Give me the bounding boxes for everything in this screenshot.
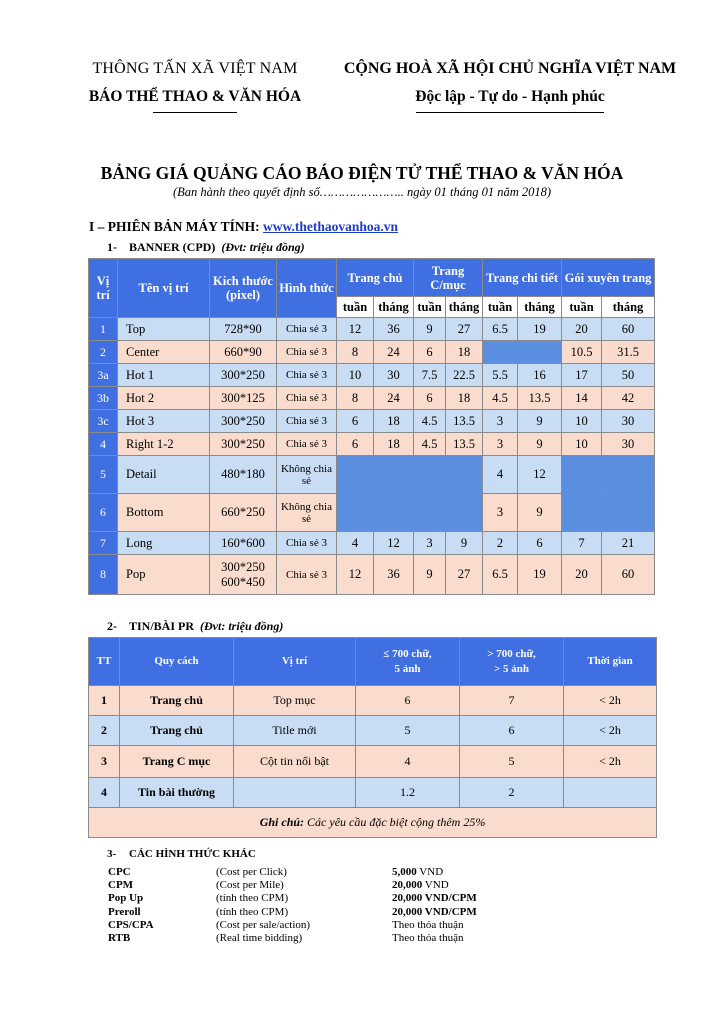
form-cell: Chia sẻ 3 (277, 433, 337, 456)
form-desc: (Cost per sale/action) (216, 918, 311, 931)
unavailable-cell (518, 341, 562, 364)
price-cell: 6 (460, 716, 564, 746)
section-heading (89, 219, 398, 235)
banner-number: 1- (107, 240, 117, 254)
size-line: 300*250 (221, 559, 265, 574)
row-index: 1 (89, 686, 120, 716)
price-bold: 20,000 (392, 879, 423, 892)
price-cell: 8 (337, 387, 374, 410)
position-name: Hot 3 (118, 410, 210, 433)
price-cell: 3 (483, 410, 518, 433)
price-cell: 18 (446, 387, 483, 410)
price-cell: 9 (446, 532, 483, 555)
note-cell (89, 808, 657, 838)
price-cell: 18 (374, 433, 414, 456)
form-code: CPM (108, 879, 134, 892)
table-row (89, 555, 655, 595)
form-price (392, 919, 463, 932)
form-desc: (Cost per Click) (216, 866, 287, 878)
header-line: > 5 ảnh (493, 662, 529, 675)
price-cell: 36 (374, 318, 414, 341)
agency-name: THÔNG TẤN XÃ VIỆT NAM (92, 60, 298, 77)
header-vi-tri: Vị trí (89, 259, 118, 318)
position-cell: Cột tin nổi bật (234, 746, 356, 778)
price-cell: 4.5 (414, 433, 446, 456)
unavailable-cell (446, 494, 483, 532)
form-desc: (Real time bidding) (216, 931, 303, 944)
price-cell: 8 (337, 341, 374, 364)
list-item (108, 892, 608, 905)
time-cell: < 2h (564, 746, 657, 778)
position-cell: Title mới (234, 716, 356, 746)
row-index: 8 (89, 555, 118, 595)
price-cell: 1.2 (356, 778, 460, 808)
subheader-tuan: tuần (414, 297, 446, 318)
row-index: 1 (89, 318, 118, 341)
header-line: ≤ 700 chữ, (383, 647, 432, 660)
pr-heading-text: TIN/BÀI PR (129, 619, 195, 633)
form-code: RTB (108, 931, 131, 944)
table-row (89, 494, 655, 532)
price-cell: 5.5 (483, 364, 518, 387)
price-bold: 20,000 VND/CPM (392, 905, 477, 918)
row-index: 5 (89, 456, 118, 494)
position-name: Pop (118, 555, 210, 595)
price-cell: 2 (483, 532, 518, 555)
price-cell: 12 (374, 532, 414, 555)
position-name: Detail (118, 456, 210, 494)
unavailable-cell (562, 494, 602, 532)
price-cell: 7 (562, 532, 602, 555)
nation-header (320, 58, 700, 113)
price-cell: 6 (337, 433, 374, 456)
position-name: Hot 1 (118, 364, 210, 387)
price-cell: 50 (602, 364, 655, 387)
size-cell: 160*600 (210, 532, 277, 555)
price-cell: 10 (562, 410, 602, 433)
form-cell: Chia sẻ 3 (277, 532, 337, 555)
unavailable-cell (374, 494, 414, 532)
page-title: BẢNG GIÁ QUẢNG CÁO BÁO ĐIỆN TỬ THỂ THAO & VĂN HÓA (100, 163, 624, 183)
table-row (89, 433, 655, 456)
banner-unit: (Đvt: triệu đồng) (221, 240, 305, 254)
price-cell: 4 (337, 532, 374, 555)
table-row (89, 364, 655, 387)
price-cell: 7 (460, 686, 564, 716)
table-row (89, 808, 657, 838)
unavailable-cell (337, 456, 374, 494)
price-cell: 4.5 (483, 387, 518, 410)
list-item (108, 906, 608, 919)
size-cell: 300*250 (210, 364, 277, 387)
price-cell: 9 (414, 555, 446, 595)
pr-price-table (88, 637, 657, 838)
price-cell: 27 (446, 318, 483, 341)
unavailable-cell (374, 456, 414, 494)
position-name: Top (118, 318, 210, 341)
form-code: Preroll (108, 905, 141, 918)
row-index: 4 (89, 778, 120, 808)
other-forms-list (108, 866, 608, 945)
price-cell: 3 (414, 532, 446, 555)
subheader-thang: tháng (374, 297, 414, 318)
form-price (392, 906, 477, 919)
position-cell: Top mục (234, 686, 356, 716)
header-divider-left (153, 112, 237, 113)
price-cell: 6 (414, 387, 446, 410)
price-cell: 30 (602, 410, 655, 433)
price-cell: 3 (483, 433, 518, 456)
position-cell (234, 778, 356, 808)
subheader-tuan: tuần (483, 297, 518, 318)
size-cell: 300*125 (210, 387, 277, 410)
price-cell: 17 (562, 364, 602, 387)
price-rest: VND (422, 879, 449, 892)
unavailable-cell (414, 494, 446, 532)
unavailable-cell (562, 456, 602, 494)
nation-motto: Độc lập - Tự do - Hạnh phúc (415, 88, 605, 105)
pr-number: 2- (107, 619, 117, 633)
unavailable-cell (446, 456, 483, 494)
price-cell: 12 (518, 456, 562, 494)
row-index: 2 (89, 341, 118, 364)
form-cell: Chia sẻ 3 (277, 387, 337, 410)
list-item (108, 866, 608, 879)
price-cell: 60 (602, 318, 655, 341)
price-cell: 4 (356, 746, 460, 778)
price-cell: 60 (602, 555, 655, 595)
price-cell: 27 (446, 555, 483, 595)
list-item (108, 932, 608, 945)
form-price (392, 866, 443, 879)
price-cell: 9 (518, 494, 562, 532)
newspaper-name: BÁO THỂ THAO & VĂN HÓA (88, 88, 302, 105)
spec-cell: Tin bài thường (120, 778, 234, 808)
price-cell: 9 (518, 410, 562, 433)
price-cell: 20 (562, 318, 602, 341)
form-code: CPS/CPA (108, 918, 154, 931)
spec-cell: Trang chủ (120, 716, 234, 746)
row-index: 6 (89, 494, 118, 532)
price-cell: 19 (518, 555, 562, 595)
header-line: 5 ảnh (394, 662, 421, 675)
header-kich-thuoc: Kích thước (pixel) (210, 259, 277, 318)
price-cell: 24 (374, 341, 414, 364)
position-name: Hot 2 (118, 387, 210, 410)
size-cell: 300*250 (210, 433, 277, 456)
form-code: Pop Up (108, 892, 144, 905)
price-rest: Theo thỏa thuận (392, 931, 464, 944)
price-cell: 13.5 (446, 410, 483, 433)
form-cell: Chia sẻ 3 (277, 410, 337, 433)
spec-cell: Trang C mục (120, 746, 234, 778)
price-cell: 4.5 (414, 410, 446, 433)
price-cell: 6 (356, 686, 460, 716)
price-bold: 20,000 VND/CPM (392, 892, 477, 905)
unavailable-cell (414, 456, 446, 494)
price-cell: 6 (337, 410, 374, 433)
price-cell: 5 (460, 746, 564, 778)
price-cell: 9 (414, 318, 446, 341)
table-row (89, 387, 655, 410)
row-index: 3c (89, 410, 118, 433)
table-row (89, 318, 655, 341)
unavailable-cell (483, 341, 518, 364)
page-subtitle: (Ban hành theo quyết định số………………….. ngày 01 tháng 01 năm 2018) (172, 185, 552, 199)
price-cell: 5 (356, 716, 460, 746)
price-cell: 36 (374, 555, 414, 595)
price-cell: 12 (337, 555, 374, 595)
size-cell (210, 555, 277, 595)
table-row (89, 778, 657, 808)
price-cell: 30 (374, 364, 414, 387)
table-row (89, 456, 655, 494)
price-cell: 16 (518, 364, 562, 387)
banner-heading (107, 240, 305, 255)
note-label: Ghi chú: (259, 815, 305, 829)
row-index: 2 (89, 716, 120, 746)
unavailable-cell (337, 494, 374, 532)
table-row (89, 532, 655, 555)
time-cell: < 2h (564, 716, 657, 746)
banner-price-table (88, 258, 655, 595)
price-bold: 5,000 (392, 866, 417, 878)
form-cell: Chia sẻ 3 (277, 364, 337, 387)
size-cell: 300*250 (210, 410, 277, 433)
size-line: 600*450 (221, 574, 265, 589)
subheader-tuan: tuần (337, 297, 374, 318)
other-heading-text: CÁC HÌNH THỨC KHÁC (129, 848, 256, 860)
list-item (108, 919, 608, 932)
row-index: 3a (89, 364, 118, 387)
other-number: 3- (107, 848, 117, 860)
price-cell: 19 (518, 318, 562, 341)
price-cell: 24 (374, 387, 414, 410)
form-code: CPC (108, 866, 131, 878)
price-cell: 31.5 (602, 341, 655, 364)
table-row (89, 746, 657, 778)
pr-unit: (Đvt: triệu đồng) (200, 619, 284, 633)
row-index: 3b (89, 387, 118, 410)
price-cell: 22.5 (446, 364, 483, 387)
price-cell: 13.5 (518, 387, 562, 410)
form-desc: (tính theo CPM) (216, 905, 289, 918)
row-index: 4 (89, 433, 118, 456)
form-cell: Chia sẻ 3 (277, 318, 337, 341)
form-cell: Không chia sẻ (277, 456, 337, 494)
header-vi-tri: Vị trí (234, 638, 356, 686)
header-hinh-thuc: Hình thức (277, 259, 337, 318)
position-name: Bottom (118, 494, 210, 532)
price-cell: 2 (460, 778, 564, 808)
price-cell: 6 (518, 532, 562, 555)
price-cell: 4 (483, 456, 518, 494)
size-cell: 480*180 (210, 456, 277, 494)
size-cell: 728*90 (210, 318, 277, 341)
form-price (392, 892, 477, 905)
price-cell: 10.5 (562, 341, 602, 364)
header-line: > 700 chữ, (487, 647, 536, 660)
form-price (392, 879, 449, 892)
size-cell: 660*90 (210, 341, 277, 364)
row-index: 3 (89, 746, 120, 778)
price-rest: VND (416, 866, 444, 878)
form-cell: Chia sẻ 3 (277, 555, 337, 595)
position-name: Right 1-2 (118, 433, 210, 456)
price-cell: 20 (562, 555, 602, 595)
subheader-thang: tháng (602, 297, 655, 318)
time-cell: < 2h (564, 686, 657, 716)
price-cell: 18 (374, 410, 414, 433)
price-cell: 18 (446, 341, 483, 364)
position-name: Long (118, 532, 210, 555)
time-cell (564, 778, 657, 808)
section-heading-text: I – PHIÊN BẢN MÁY TÍNH: (89, 219, 264, 234)
table-row (89, 410, 655, 433)
price-cell: 7.5 (414, 364, 446, 387)
price-cell: 6.5 (483, 555, 518, 595)
header-ten-vi-tri: Tên vị trí (118, 259, 210, 318)
price-cell: 6 (414, 341, 446, 364)
table-row (89, 341, 655, 364)
note-text: Các yêu cầu đặc biệt cộng thêm 25% (304, 815, 486, 829)
table-row (89, 686, 657, 716)
header-quy-cach: Quy cách (120, 638, 234, 686)
header-le-700 (356, 638, 460, 686)
price-cell: 10 (337, 364, 374, 387)
row-index: 7 (89, 532, 118, 555)
price-cell: 10 (562, 433, 602, 456)
header-tt: TT (89, 638, 120, 686)
position-name: Center (118, 341, 210, 364)
price-cell: 12 (337, 318, 374, 341)
unavailable-cell (602, 494, 655, 532)
form-price (392, 932, 463, 945)
price-cell: 9 (518, 433, 562, 456)
header-trang-muc: Trang C/mục (414, 259, 483, 297)
header-divider-right (416, 112, 604, 113)
size-cell: 660*250 (210, 494, 277, 532)
price-cell: 6.5 (483, 318, 518, 341)
nation-name: CỘNG HOÀ XÃ HỘI CHỦ NGHĨA VIỆT NAM (343, 60, 677, 77)
form-cell: Chia sẻ 3 (277, 341, 337, 364)
price-cell: 42 (602, 387, 655, 410)
subheader-thang: tháng (518, 297, 562, 318)
form-desc: (tính theo CPM) (216, 892, 289, 905)
table-row (89, 716, 657, 746)
price-cell: 21 (602, 532, 655, 555)
header-trang-chi-tiet: Trang chi tiết (483, 259, 562, 297)
price-rest: Theo thỏa thuận (392, 918, 464, 931)
spec-cell: Trang chủ (120, 686, 234, 716)
header-thoi-gian: Thời gian (564, 638, 657, 686)
pr-heading (107, 619, 283, 634)
website-link[interactable]: www.thethaovanhoa.vn (263, 219, 399, 234)
other-heading (107, 848, 256, 860)
unavailable-cell (602, 456, 655, 494)
agency-header (60, 58, 330, 113)
price-cell: 13.5 (446, 433, 483, 456)
header-goi-xuyen-trang: Gói xuyên trang (562, 259, 655, 297)
banner-heading-text: BANNER (CPD) (129, 240, 216, 254)
price-cell: 14 (562, 387, 602, 410)
form-cell: Không chia sẻ (277, 494, 337, 532)
subheader-tuan: tuần (562, 297, 602, 318)
price-cell: 30 (602, 433, 655, 456)
form-desc: (Cost per Mile) (216, 879, 284, 892)
subheader-thang: tháng (446, 297, 483, 318)
list-item (108, 879, 608, 892)
header-trang-chu: Trang chủ (337, 259, 414, 297)
header-gt-700 (460, 638, 564, 686)
price-cell: 3 (483, 494, 518, 532)
